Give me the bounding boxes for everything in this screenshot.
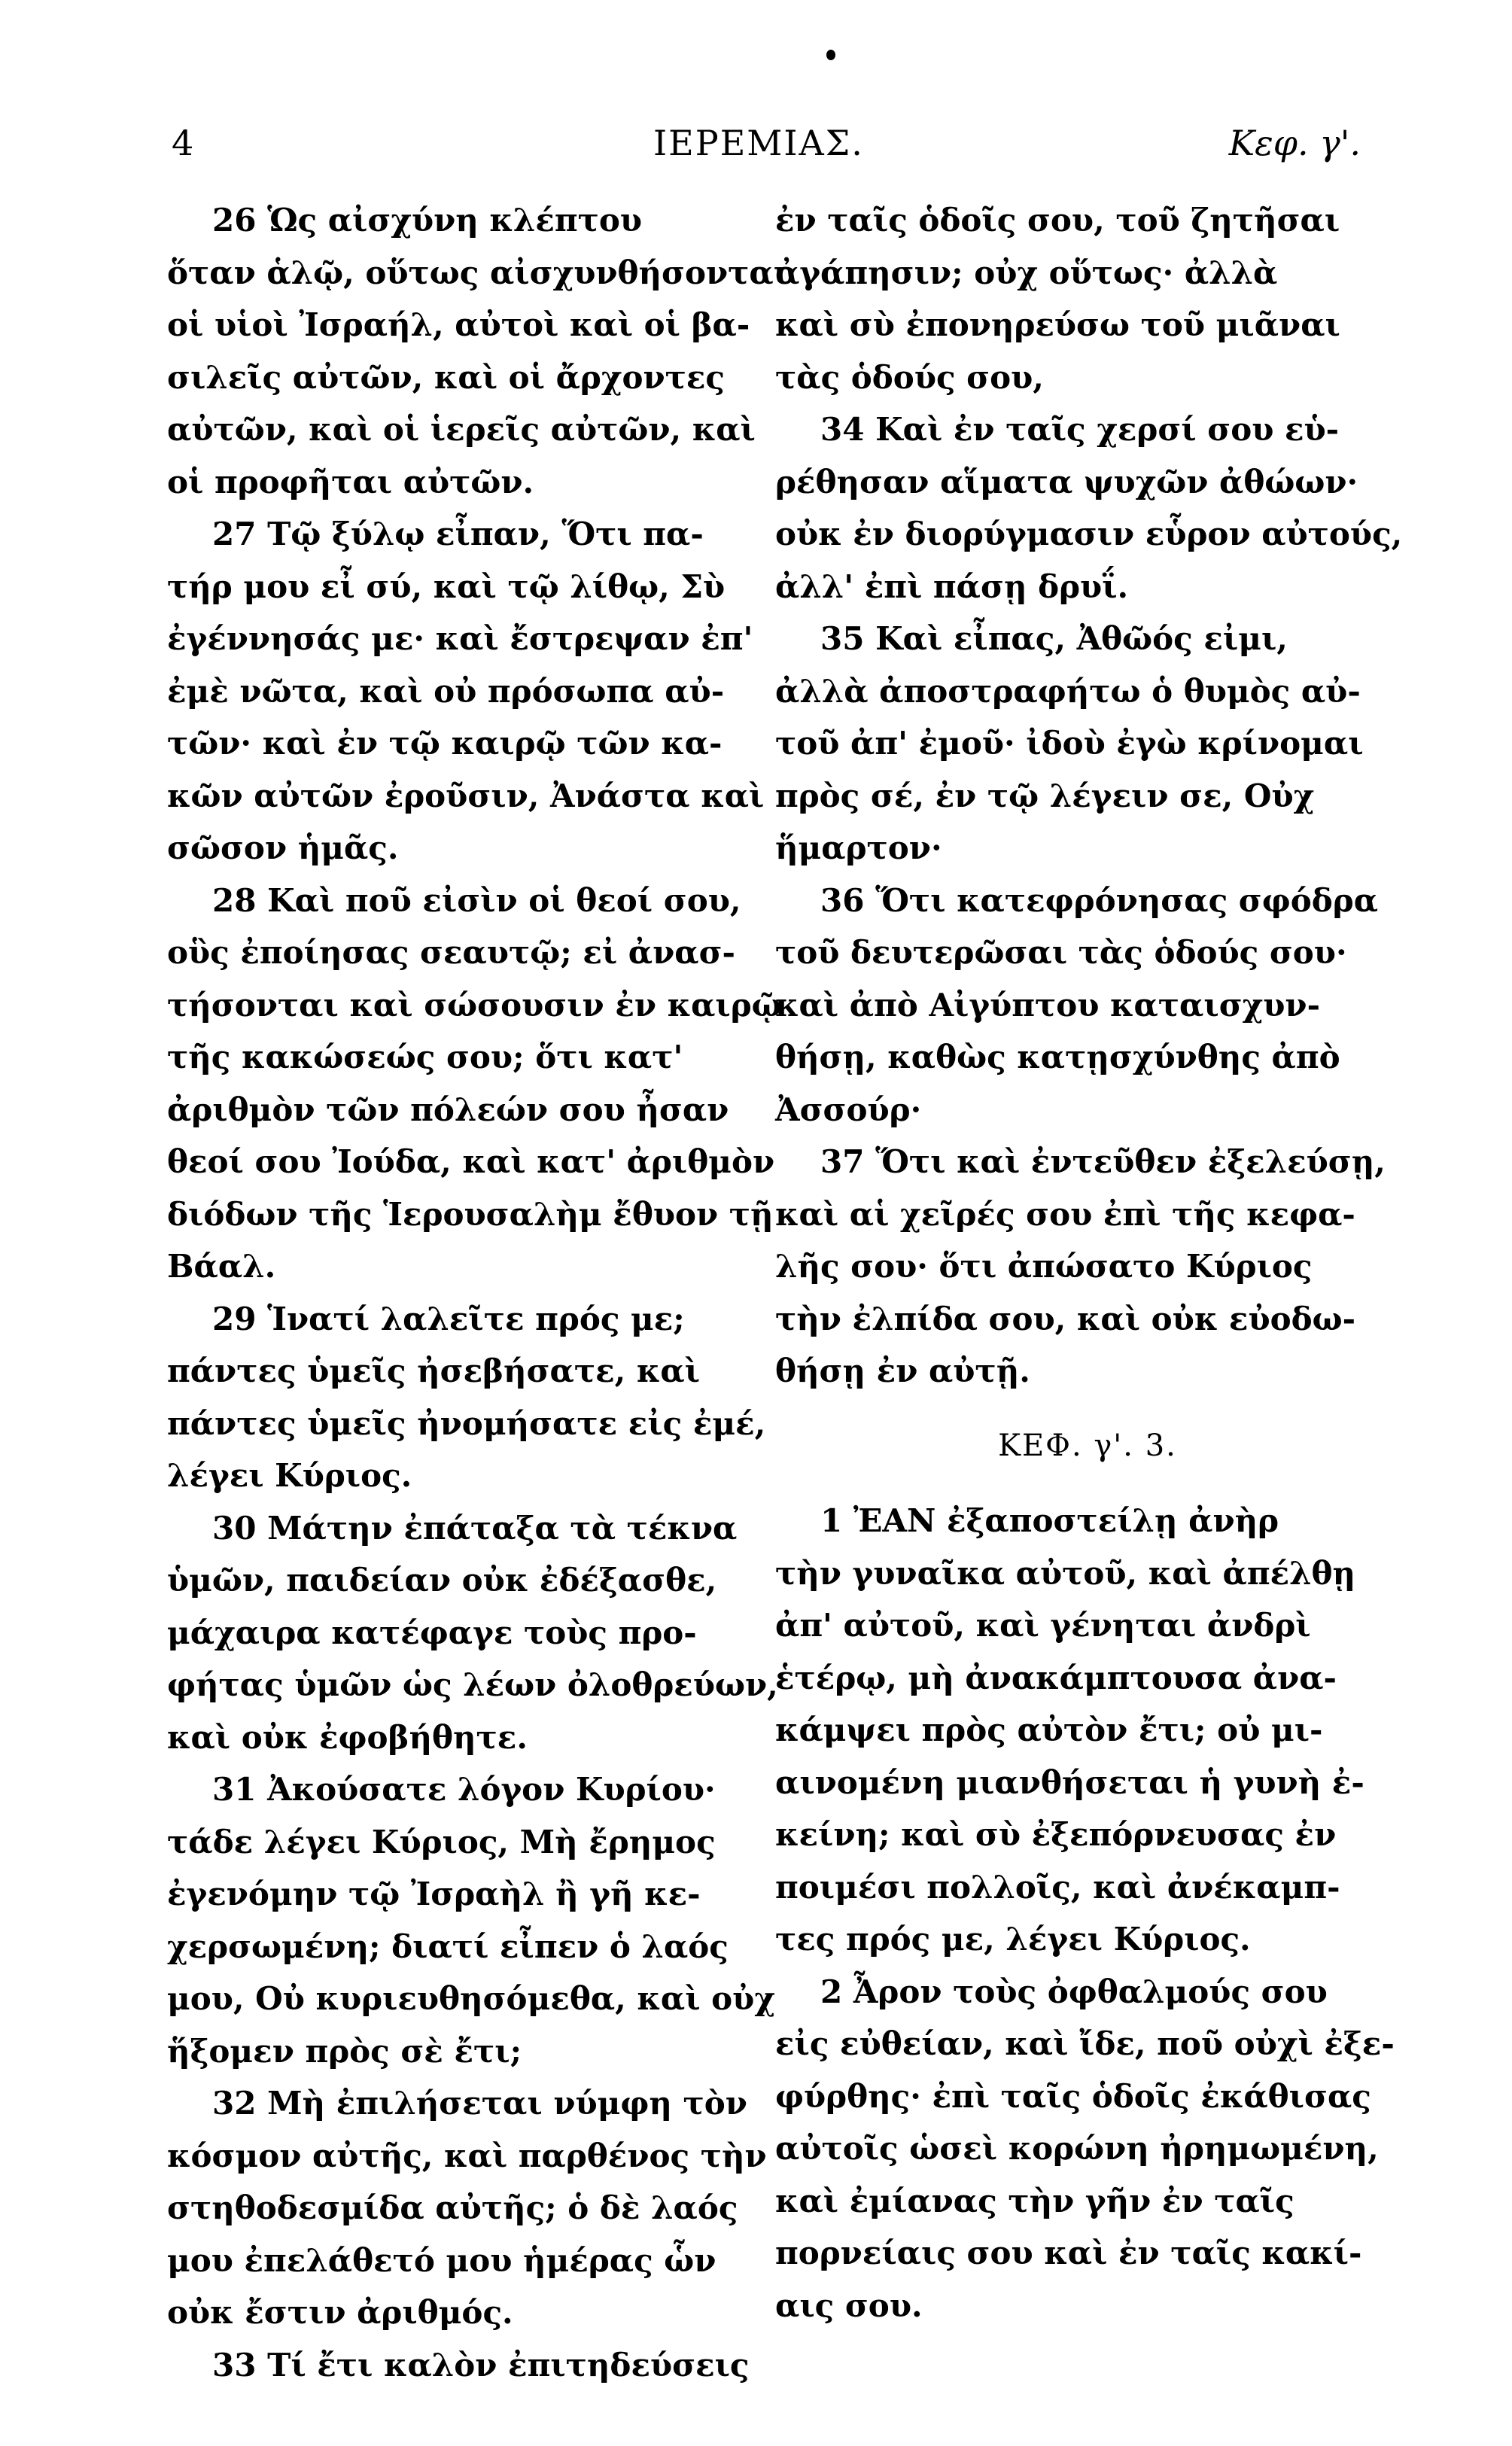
text-line: κόσμον αὐτῆς, καὶ παρθένος τὴν bbox=[167, 2137, 767, 2174]
running-header bbox=[172, 120, 1361, 166]
text-line: οἱ υἱοὶ Ἰσραήλ, αὐτοὶ καὶ οἱ βα- bbox=[167, 306, 750, 343]
text-line: οἱ προφῆται αὐτῶν. bbox=[167, 463, 534, 500]
text-line: ἥμαρτον· bbox=[775, 829, 942, 866]
text-line: τῶν· καὶ ἐν τῷ καιρῷ τῶν κα- bbox=[167, 725, 723, 762]
text-line: αινομένη μιανθήσεται ἡ γυνὴ ἐ- bbox=[775, 1763, 1364, 1801]
text-line: τήσονται καὶ σώσουσιν ἐν καιρῷ bbox=[167, 986, 782, 1024]
left-text-column bbox=[167, 194, 789, 2391]
text-line: ἐγέννησάς με· καὶ ἔστρεψαν ἐπ' bbox=[167, 620, 753, 657]
text-line: αὐτῶν, καὶ οἱ ἱερεῖς αὐτῶν, καὶ bbox=[167, 411, 756, 448]
text-line: κῶν αὐτῶν ἐροῦσιν, Ἀνάστα καὶ bbox=[167, 777, 765, 814]
text-line: 31 Ἀκούσατε λόγον Κυρίου· bbox=[212, 1771, 716, 1808]
text-line: λῆς σου· ὅτι ἀπώσατο Κύριος bbox=[775, 1248, 1313, 1285]
text-line: τὴν ἐλπίδα σου, καὶ οὐκ εὐοδω- bbox=[775, 1300, 1356, 1337]
text-line: σιλεῖς αὐτῶν, καὶ οἱ ἄρχοντες bbox=[167, 358, 725, 396]
text-line: κείνη; καὶ σὺ ἐξεπόρνευσας ἐν bbox=[775, 1816, 1337, 1853]
text-line: ἀλλ' ἐπὶ πάσῃ δρυΐ. bbox=[775, 567, 1129, 605]
text-line: 30 Μάτην ἐπάταξα τὰ τέκνα bbox=[212, 1509, 738, 1547]
text-line: καὶ σὺ ἐπονηρεύσω τοῦ μιᾶναι bbox=[775, 306, 1340, 343]
text-line: διόδων τῆς Ἱερουσαλὴμ ἔθυον τῇ bbox=[167, 1195, 774, 1233]
right-text-column bbox=[775, 194, 1403, 2332]
text-line: χερσωμένη; διατί εἶπεν ὁ λαός bbox=[167, 1927, 729, 1965]
text-line: Ἀσσούρ· bbox=[775, 1091, 922, 1128]
text-line: 37 Ὅτι καὶ ἐντεῦθεν ἐξελεύσῃ, bbox=[820, 1143, 1386, 1180]
text-line: τοῦ ἀπ' ἐμοῦ· ἰδοὺ ἐγὼ κρίνομαι bbox=[775, 725, 1364, 762]
text-line bbox=[775, 1472, 1370, 1495]
text-line: Βάαλ. bbox=[167, 1248, 276, 1285]
text-line: 2 Ἆρον τοὺς ὀφθαλμούς σου bbox=[820, 1973, 1328, 2010]
text-line: ποιμέσι πολλοῖς, καὶ ἀνέκαμπ- bbox=[775, 1868, 1340, 1906]
text-line: τὰς ὁδούς σου, bbox=[775, 358, 1044, 396]
text-line: 28 Καὶ ποῦ εἰσὶν οἱ θεοί σου, bbox=[212, 881, 741, 919]
text-line: ρέθησαν αἵματα ψυχῶν ἀθώων· bbox=[775, 463, 1358, 500]
text-line: 1 ἘΑΝ ἐξαποστείλῃ ἀνὴρ bbox=[820, 1502, 1279, 1539]
text-line: κάμψει πρὸς αὐτὸν ἔτι; οὐ μι- bbox=[775, 1711, 1323, 1748]
text-line bbox=[775, 1398, 1370, 1420]
text-line: 32 Μὴ ἐπιλήσεται νύμφη τὸν bbox=[212, 2085, 747, 2122]
text-line: θήσῃ, καθὼς κατῃσχύνθης ἀπὸ bbox=[775, 1039, 1340, 1075]
text-line: αὐτοῖς ὡσεὶ κορώνη ἠρημωμένη, bbox=[775, 2130, 1379, 2167]
text-line: ἀπ' αὐτοῦ, καὶ γένηται ἀνδρὶ bbox=[775, 1607, 1311, 1644]
text-line: πορνείαις σου καὶ ἐν ταῖς κακί- bbox=[775, 2235, 1362, 2271]
text-line: πάντες ὑμεῖς ἠσεβήσατε, καὶ bbox=[167, 1352, 701, 1389]
text-line: μου, Οὐ κυριευθησόμεθα, καὶ οὐχ bbox=[167, 1980, 775, 2017]
text-line: οὐκ ἐν διορύγμασιν εὗρον αὐτούς, bbox=[775, 516, 1403, 552]
text-line: τοῦ δευτερῶσαι τὰς ὁδούς σου· bbox=[775, 934, 1347, 971]
text-line: καὶ ἀπὸ Αἰγύπτου καταισχυν- bbox=[775, 986, 1321, 1024]
text-line: καὶ ἐμίανας τὴν γῆν ἐν ταῖς bbox=[775, 2182, 1294, 2219]
text-line: ἐγενόμην τῷ Ἰσραὴλ ἢ γῆ κε- bbox=[167, 1876, 701, 1912]
text-line: εἰς εὐθείαν, καὶ ἴδε, ποῦ οὐχὶ ἐξε- bbox=[775, 2025, 1395, 2062]
text-line: καὶ αἱ χεῖρές σου ἐπὶ τῆς κεφα- bbox=[775, 1195, 1355, 1233]
text-line: τες πρός με, λέγει Κύριος. bbox=[775, 1921, 1251, 1958]
text-line: 26 Ὡς αἰσχύνη κλέπτου bbox=[212, 202, 643, 239]
text-line: τῆς κακώσεώς σου; ὅτι κατ' bbox=[167, 1039, 683, 1075]
text-line: τὴν γυναῖκα αὐτοῦ, καὶ ἀπέλθῃ bbox=[775, 1554, 1356, 1592]
text-line: ἐμὲ νῶτα, καὶ οὐ πρόσωπα αὐ- bbox=[167, 672, 725, 710]
ink-mark bbox=[826, 50, 835, 60]
text-line: ἀγάπησιν; οὐχ οὕτως· ἀλλὰ bbox=[775, 254, 1278, 291]
text-line: μου ἐπελάθετό μου ἡμέρας ὧν bbox=[167, 2241, 716, 2279]
text-line: ἥξομεν πρὸς σὲ ἔτι; bbox=[167, 2032, 522, 2070]
text-line: πάντες ὑμεῖς ἠνομήσατε εἰς ἐμέ, bbox=[167, 1404, 766, 1442]
text-line: πρὸς σέ, ἐν τῷ λέγειν σε, Οὐχ bbox=[775, 777, 1315, 814]
text-line: αις σου. bbox=[775, 2286, 923, 2324]
text-line: λέγει Κύριος. bbox=[167, 1457, 412, 1494]
text-line: 27 Τῷ ξύλῳ εἶπαν, Ὅτι πα- bbox=[212, 516, 704, 552]
text-line: ἀλλὰ ἀποστραφήτω ὁ θυμὸς αὐ- bbox=[775, 672, 1361, 710]
text-line: οὓς ἐποίησας σεαυτῷ; εἰ ἀνασ- bbox=[167, 934, 735, 971]
running-title: ΙΕΡΕΜΙΑΣ. bbox=[653, 123, 864, 163]
text-line: μάχαιρα κατέφαγε τοὺς προ- bbox=[167, 1614, 697, 1651]
text-line: ὑμῶν, παιδείαν οὐκ ἐδέξασθε, bbox=[167, 1562, 717, 1599]
text-line: οὐκ ἔστιν ἀριθμός. bbox=[167, 2294, 513, 2331]
text-line: ἐν ταῖς ὁδοῖς σου, τοῦ ζητῆσαι bbox=[775, 202, 1340, 239]
chapter-label: Κεφ. γ'. bbox=[1228, 123, 1361, 163]
text-line: τάδε λέγει Κύριος, Μὴ ἔρημος bbox=[167, 1823, 716, 1860]
text-line: καὶ οὐκ ἐφοβήθητε. bbox=[167, 1718, 528, 1756]
text-line: 29 Ἱνατί λαλεῖτε πρός με; bbox=[212, 1300, 685, 1337]
text-line: ὅταν ἁλῷ, οὕτως αἰσχυνθήσονται bbox=[167, 254, 789, 291]
text-line: φήτας ὑμῶν ὡς λέων ὀλοθρεύων, bbox=[167, 1666, 778, 1703]
text-line: στηθοδεσμίδα αὐτῆς; ὁ δὲ λαός bbox=[167, 2189, 738, 2226]
page-number: 4 bbox=[172, 123, 194, 163]
chapter-heading: ΚΕΦ. γ'. 3. bbox=[998, 1428, 1177, 1463]
text-line: 33 Τί ἔτι καλὸν ἐπιτηδεύσεις bbox=[212, 2346, 750, 2384]
text-line: τήρ μου εἶ σύ, καὶ τῷ λίθῳ, Σὺ bbox=[167, 567, 726, 605]
text-line: σῶσον ἡμᾶς. bbox=[167, 829, 399, 866]
text-line: 36 Ὅτι κατεφρόνησας σφόδρα bbox=[820, 881, 1379, 919]
text-line: 35 Καὶ εἶπας, Ἀθῶός εἰμι, bbox=[820, 620, 1288, 657]
text-line: 34 Καὶ ἐν ταῖς χερσί σου εὑ- bbox=[820, 411, 1340, 448]
text-line: φύρθης· ἐπὶ ταῖς ὁδοῖς ἐκάθισας bbox=[775, 2077, 1371, 2115]
text-line: ἀριθμὸν τῶν πόλεών σου ἦσαν bbox=[167, 1091, 729, 1128]
text-line: ἑτέρῳ, μὴ ἀνακάμπτουσα ἀνα- bbox=[775, 1659, 1337, 1696]
text-line: θήσῃ ἐν αὐτῇ. bbox=[775, 1352, 1030, 1389]
text-line: θεοί σου Ἰούδα, καὶ κατ' ἀριθμὸν bbox=[167, 1143, 775, 1180]
